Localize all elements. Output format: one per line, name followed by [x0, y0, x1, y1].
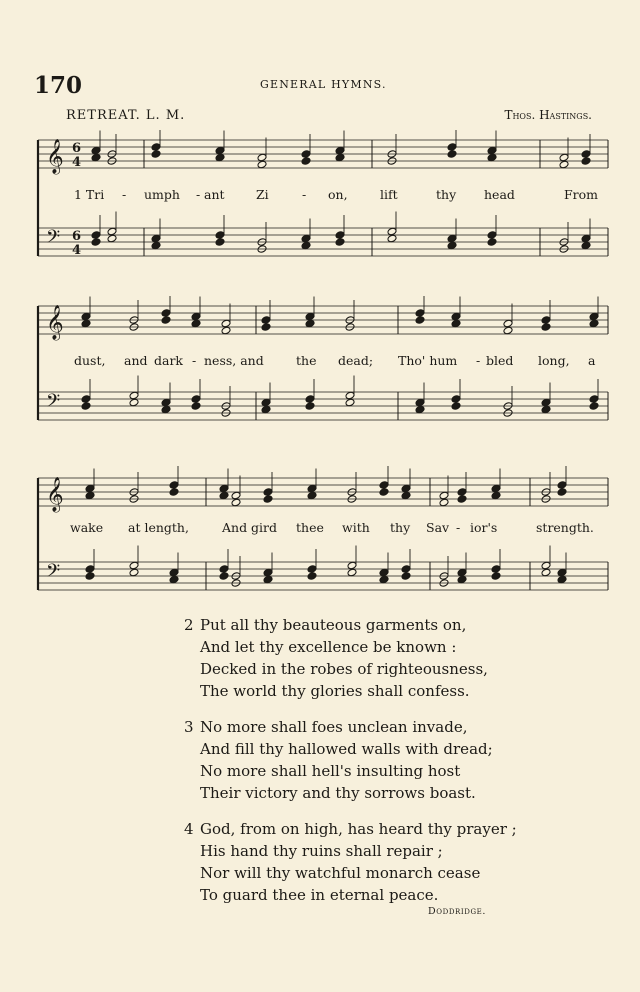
lyric-syllable: dust, — [74, 353, 106, 368]
bass-notehead — [85, 572, 95, 581]
music-system-3 — [34, 466, 612, 616]
treble-notehead — [263, 495, 273, 504]
treble-notehead — [439, 498, 449, 507]
bass-notehead — [401, 572, 411, 581]
stanza-4 — [184, 818, 584, 906]
treble-notehead — [447, 143, 457, 152]
bass-notehead — [451, 395, 461, 404]
bass-notehead — [129, 398, 139, 407]
lyric-hyphen: - — [122, 187, 127, 202]
tune-line — [66, 108, 592, 128]
lyric-hyphen: - — [192, 353, 197, 368]
lyrics-line-2 — [34, 353, 612, 371]
treble-notehead — [451, 319, 461, 328]
stanza-number: 4 — [184, 820, 194, 838]
treble-notehead — [305, 319, 315, 328]
bass-notehead — [161, 398, 171, 407]
lyrics-line-1 — [34, 187, 612, 205]
stanza-line: Their victory and thy sorrows boast. — [200, 784, 476, 802]
treble-notehead — [307, 491, 317, 500]
tune-name: RETREAT. L. M. — [66, 108, 186, 123]
bass-notehead — [541, 561, 551, 570]
bass-notehead — [161, 405, 171, 414]
stanza-3 — [184, 716, 584, 804]
stanza-line: No more shall foes unclean invade, — [200, 718, 468, 736]
treble-notehead — [457, 495, 467, 504]
lyric-syllable: thy — [390, 520, 411, 535]
bass-notehead — [191, 402, 201, 411]
bass-notehead — [447, 241, 457, 250]
treble-notehead — [257, 153, 267, 162]
treble-notehead — [581, 157, 591, 166]
bass-notehead — [491, 565, 501, 574]
bass-notehead — [589, 395, 599, 404]
treble-notehead — [503, 326, 513, 335]
treble-notehead — [335, 153, 345, 162]
composer: Thos. Hastings. — [504, 108, 592, 122]
stanza-line: No more shall hell's insulting host — [200, 762, 461, 780]
lyric-syllable: ness, and — [204, 353, 264, 368]
staff-system-3-svg — [34, 466, 612, 616]
lyric-syllable: From — [564, 187, 599, 202]
treble-notehead — [215, 153, 225, 162]
hymn-author: Doddridge. — [428, 906, 486, 917]
bass-notehead — [151, 241, 161, 250]
stanza-line: God, from on high, has heard thy prayer ; — [200, 820, 517, 838]
treble-notehead — [589, 319, 599, 328]
lyric-syllable: lift — [380, 187, 398, 202]
treble-notehead — [415, 309, 425, 318]
bass-notehead — [541, 405, 551, 414]
treble-notehead — [581, 150, 591, 159]
treble-notehead — [307, 484, 317, 493]
bass-notehead — [457, 568, 467, 577]
treble-notehead — [487, 153, 497, 162]
bass-notehead — [491, 572, 501, 581]
bass-clef-icon: 𝄢 — [46, 227, 61, 252]
treble-clef-icon: 𝄞 — [46, 139, 64, 174]
lyric-syllable: ant — [204, 187, 225, 202]
bass-notehead — [345, 398, 355, 407]
bass-notehead — [215, 238, 225, 247]
bass-notehead — [129, 391, 139, 400]
treble-notehead — [301, 157, 311, 166]
stanza-line: And let thy excellence be known : — [200, 638, 457, 656]
bass-notehead — [91, 238, 101, 247]
treble-notehead — [439, 491, 449, 500]
treble-notehead — [221, 319, 231, 328]
bass-notehead — [581, 241, 591, 250]
treble-notehead — [215, 146, 225, 155]
treble-notehead — [305, 312, 315, 321]
treble-notehead — [169, 481, 179, 490]
treble-notehead — [161, 309, 171, 318]
lyric-syllable: dead; — [338, 353, 374, 368]
treble-notehead — [81, 312, 91, 321]
treble-notehead — [161, 316, 171, 325]
stanza-line: Put all thy beauteous garments on, — [200, 616, 467, 634]
lyric-hyphen: - — [196, 187, 201, 202]
lyric-hyphen: - — [302, 187, 307, 202]
music-system-1 — [34, 130, 612, 270]
bass-notehead — [129, 561, 139, 570]
treble-notehead — [231, 498, 241, 507]
lyric-syllable: with — [342, 520, 370, 535]
treble-notehead — [257, 160, 267, 169]
bass-notehead — [457, 575, 467, 584]
lyric-hyphen: - — [456, 520, 461, 535]
bass-notehead — [347, 568, 357, 577]
time-signature-bass-bottom: 4 — [72, 243, 82, 258]
bass-notehead — [387, 227, 397, 236]
treble-notehead — [541, 323, 551, 332]
lyric-syllable: And gird — [222, 520, 278, 535]
lyric-syllable: thy — [436, 187, 457, 202]
lyric-syllable: long, — [538, 353, 570, 368]
lyric-syllable: Sav — [426, 520, 450, 535]
lyric-syllable: thee — [296, 520, 324, 535]
time-signature-treble-top: 6 — [72, 141, 82, 156]
bass-notehead — [307, 572, 317, 581]
bass-notehead — [581, 234, 591, 243]
time-signature-treble-bottom: 4 — [72, 155, 82, 170]
bass-notehead — [261, 405, 271, 414]
bass-notehead — [107, 227, 117, 236]
treble-notehead — [219, 484, 229, 493]
treble-notehead — [85, 491, 95, 500]
treble-notehead — [541, 316, 551, 325]
treble-notehead — [491, 484, 501, 493]
bass-clef-icon: 𝄢 — [46, 561, 61, 586]
lyric-syllable: bled — [486, 353, 514, 368]
lyric-syllable: 1 Tri — [74, 187, 105, 202]
treble-notehead — [85, 484, 95, 493]
treble-notehead — [557, 481, 567, 490]
bass-notehead — [387, 234, 397, 243]
lyric-syllable: at length, — [128, 520, 189, 535]
treble-notehead — [151, 150, 161, 159]
treble-notehead — [261, 323, 271, 332]
bass-clef-icon: 𝄢 — [46, 391, 61, 416]
bass-notehead — [379, 575, 389, 584]
bass-notehead — [415, 398, 425, 407]
treble-notehead — [91, 153, 101, 162]
bass-notehead — [169, 568, 179, 577]
bass-notehead — [541, 568, 551, 577]
treble-notehead — [301, 150, 311, 159]
lyric-syllable: Tho' hum — [398, 353, 458, 368]
page-number: 170 — [34, 72, 83, 99]
treble-notehead — [191, 312, 201, 321]
treble-notehead — [91, 146, 101, 155]
treble-notehead — [263, 488, 273, 497]
treble-notehead — [415, 316, 425, 325]
bass-notehead — [91, 231, 101, 240]
treble-notehead — [261, 316, 271, 325]
bass-notehead — [335, 238, 345, 247]
treble-notehead — [559, 160, 569, 169]
treble-notehead — [491, 491, 501, 500]
treble-notehead — [379, 481, 389, 490]
bass-notehead — [263, 575, 273, 584]
bass-notehead — [107, 234, 117, 243]
treble-notehead — [457, 488, 467, 497]
bass-notehead — [557, 568, 567, 577]
stanzas — [184, 614, 584, 920]
bass-notehead — [151, 234, 161, 243]
treble-notehead — [401, 491, 411, 500]
treble-notehead — [151, 143, 161, 152]
time-signature-bass-top: 6 — [72, 229, 82, 244]
bass-notehead — [401, 565, 411, 574]
lyric-syllable: Zi — [256, 187, 269, 202]
running-head: GENERAL HYMNS. — [260, 78, 387, 91]
bass-notehead — [81, 395, 91, 404]
bass-notehead — [335, 231, 345, 240]
treble-notehead — [401, 484, 411, 493]
treble-clef-icon: 𝄞 — [46, 477, 64, 512]
bass-notehead — [447, 234, 457, 243]
lyric-syllable: head — [484, 187, 515, 202]
bass-notehead — [347, 561, 357, 570]
bass-notehead — [487, 238, 497, 247]
treble-notehead — [221, 326, 231, 335]
bass-notehead — [169, 575, 179, 584]
bass-notehead — [301, 241, 311, 250]
treble-notehead — [169, 488, 179, 497]
treble-notehead — [447, 150, 457, 159]
bass-notehead — [81, 402, 91, 411]
stanza-number: 3 — [184, 718, 194, 736]
bass-notehead — [487, 231, 497, 240]
bass-notehead — [307, 565, 317, 574]
lyric-syllable: ior's — [470, 520, 498, 535]
treble-notehead — [451, 312, 461, 321]
bass-notehead — [263, 568, 273, 577]
bass-notehead — [301, 234, 311, 243]
staff-system-2-svg — [34, 296, 612, 446]
bass-notehead — [451, 402, 461, 411]
bass-notehead — [541, 398, 551, 407]
treble-notehead — [379, 488, 389, 497]
stanza-line: Decked in the robes of righteousness, — [200, 660, 488, 678]
bass-notehead — [589, 402, 599, 411]
lyric-syllable: and — [124, 353, 148, 368]
treble-notehead — [81, 319, 91, 328]
music-system-2 — [34, 296, 612, 446]
treble-notehead — [559, 153, 569, 162]
lyric-syllable: the — [296, 353, 317, 368]
bass-notehead — [219, 565, 229, 574]
treble-notehead — [335, 146, 345, 155]
bass-notehead — [261, 398, 271, 407]
treble-notehead — [231, 491, 241, 500]
treble-notehead — [503, 319, 513, 328]
lyrics-line-3 — [34, 520, 612, 538]
stanza-line: His hand thy ruins shall repair ; — [200, 842, 443, 860]
stanza-2 — [184, 614, 584, 702]
stanza-line: Nor will thy watchful monarch cease — [200, 864, 481, 882]
lyric-syllable: dark — [154, 353, 184, 368]
page-header — [34, 72, 614, 102]
lyric-hyphen: - — [476, 353, 481, 368]
treble-notehead — [219, 491, 229, 500]
treble-clef-icon: 𝄞 — [46, 305, 64, 340]
lyric-syllable: on, — [328, 187, 348, 202]
lyric-syllable: umph — [144, 187, 180, 202]
treble-notehead — [191, 319, 201, 328]
stanza-line: To guard thee in eternal peace. — [200, 886, 439, 904]
lyric-syllable: wake — [70, 520, 104, 535]
bass-notehead — [305, 395, 315, 404]
bass-notehead — [191, 395, 201, 404]
bass-notehead — [345, 391, 355, 400]
bass-notehead — [415, 405, 425, 414]
treble-notehead — [487, 146, 497, 155]
stanza-line: The world thy glories shall confess. — [200, 682, 470, 700]
treble-notehead — [589, 312, 599, 321]
treble-notehead — [557, 488, 567, 497]
stanza-line: And fill thy hallowed walls with dread; — [200, 740, 493, 758]
bass-notehead — [557, 575, 567, 584]
bass-notehead — [85, 565, 95, 574]
bass-notehead — [129, 568, 139, 577]
stanza-number: 2 — [184, 616, 194, 634]
lyric-syllable: strength. — [536, 520, 594, 535]
bass-notehead — [305, 402, 315, 411]
bass-notehead — [379, 568, 389, 577]
bass-notehead — [219, 572, 229, 581]
bass-notehead — [215, 231, 225, 240]
lyric-syllable: a — [588, 353, 596, 368]
